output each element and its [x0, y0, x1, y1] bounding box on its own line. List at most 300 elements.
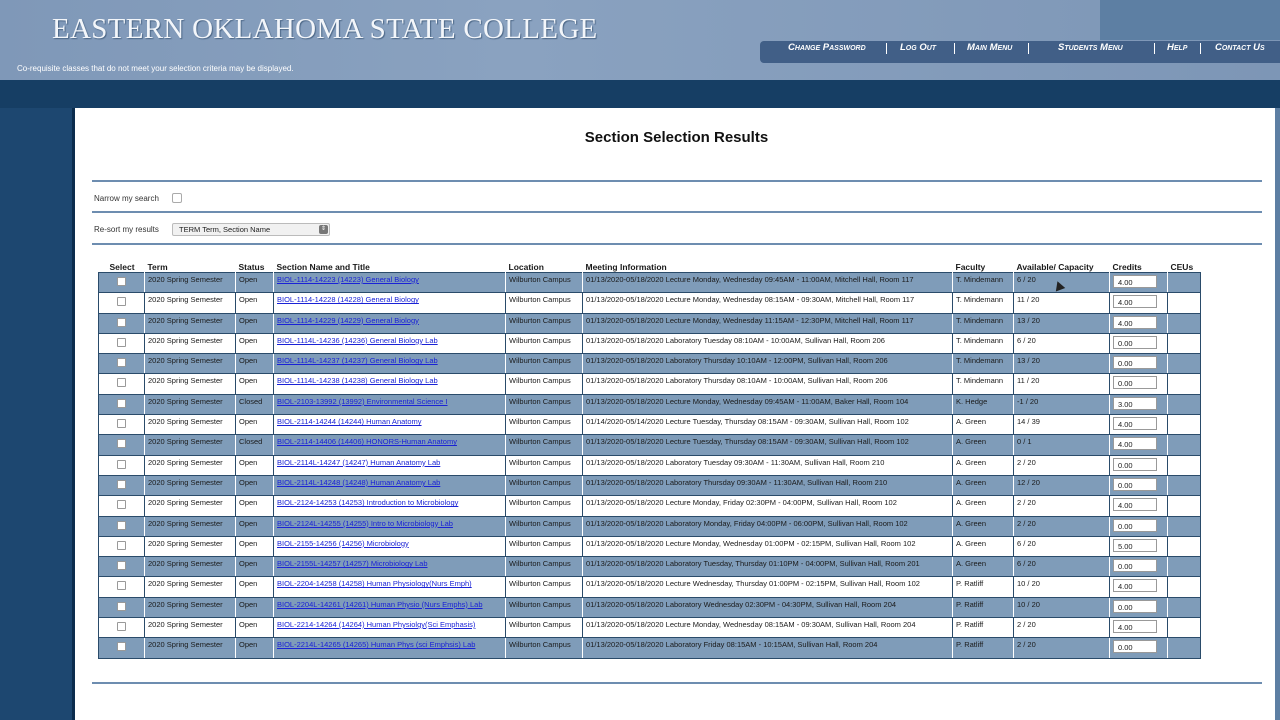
section-cell — [274, 394, 506, 414]
status-cell: Open — [236, 618, 274, 638]
credits-cell — [1110, 394, 1168, 414]
section-cell — [274, 374, 506, 394]
status-cell: Closed — [236, 435, 274, 455]
meeting-cell: 01/13/2020-05/18/2020 Laboratory Tuesday 08:10AM - 10:00AM, Sullivan Hall, Room 206 — [583, 333, 953, 353]
term-cell: 2020 Spring Semester — [145, 496, 236, 516]
ceus-cell — [1168, 435, 1201, 455]
banner-corner — [1100, 0, 1280, 40]
faculty-cell: A. Green — [953, 496, 1014, 516]
credits-input[interactable]: 0.00 — [1113, 356, 1157, 369]
ceus-cell — [1168, 557, 1201, 577]
credits-input[interactable]: 4.00 — [1113, 275, 1157, 288]
term-cell: 2020 Spring Semester — [145, 557, 236, 577]
credits-cell — [1110, 333, 1168, 353]
select-checkbox[interactable] — [117, 602, 126, 611]
meeting-cell: 01/13/2020-05/18/2020 Lecture Monday, Wednesday 11:15AM - 12:30PM, Mitchell Hall, Room 117 — [583, 313, 953, 333]
section-link[interactable]: BIOL-1114-14229 (14229) General Biology — [277, 315, 419, 325]
meeting-cell: 01/13/2020-05/18/2020 Laboratory Wednesday 02:30PM - 04:30PM, Sullivan Hall, Room 204 — [583, 597, 953, 617]
table-row — [99, 313, 1201, 333]
faculty-cell: T. Mindemann — [953, 374, 1014, 394]
nav-separator — [1200, 43, 1201, 54]
faculty-cell: T. Mindemann — [953, 293, 1014, 313]
availability-cell: 6 / 20 — [1014, 536, 1110, 556]
column-header-ceus: CEUs — [1170, 262, 1194, 272]
select-cell — [99, 455, 145, 475]
status-cell: Open — [236, 273, 274, 293]
table-row — [99, 516, 1201, 536]
availability-cell: 2 / 20 — [1014, 496, 1110, 516]
select-checkbox[interactable] — [117, 419, 126, 428]
credits-cell — [1110, 293, 1168, 313]
term-cell: 2020 Spring Semester — [145, 536, 236, 556]
section-cell — [274, 557, 506, 577]
location-cell: Wilburton Campus — [506, 496, 583, 516]
term-cell: 2020 Spring Semester — [145, 475, 236, 495]
select-cell — [99, 273, 145, 293]
meeting-cell: 01/13/2020-05/18/2020 Laboratory Tuesday, Thursday 01:10PM - 04:00PM, Sullivan Hall, Room 201 — [583, 557, 953, 577]
select-cell — [99, 475, 145, 495]
select-cell — [99, 638, 145, 658]
select-cell — [99, 618, 145, 638]
availability-cell: 2 / 20 — [1014, 618, 1110, 638]
select-cell — [99, 435, 145, 455]
section-cell — [274, 273, 506, 293]
select-checkbox[interactable] — [117, 399, 126, 408]
status-cell: Open — [236, 496, 274, 516]
ceus-cell — [1168, 313, 1201, 333]
section-link[interactable]: BIOL-1114-14223 (14223) General Biology — [277, 275, 419, 284]
availability-cell: 13 / 20 — [1014, 313, 1110, 333]
availability-cell: 6 / 20 — [1014, 333, 1110, 353]
section-cell — [274, 475, 506, 495]
section-results-table — [98, 259, 1201, 659]
table-row — [99, 475, 1201, 495]
meeting-cell: 01/14/2020-05/14/2020 Lecture Tuesday, Thursday 08:15AM - 09:30AM, Sullivan Hall, Room 102 — [583, 415, 953, 435]
ceus-cell — [1168, 293, 1201, 313]
meeting-cell: 01/13/2020-05/18/2020 Lecture Monday, Wednesday 08:15AM - 09:30AM, Sullivan Hall, Room 204 — [583, 618, 953, 638]
table-row — [99, 374, 1201, 394]
section-link[interactable]: BIOL-2204L-14261 (14261) Human Physio (Nurs Emphs) Lab — [277, 599, 483, 609]
term-cell: 2020 Spring Semester — [145, 618, 236, 638]
column-header-section: Section Name and Title — [276, 262, 370, 272]
status-cell: Open — [236, 638, 274, 658]
term-cell: 2020 Spring Semester — [145, 293, 236, 313]
table-row — [99, 333, 1201, 353]
resort-label: Re-sort my results — [94, 225, 159, 234]
ceus-cell — [1168, 638, 1201, 658]
column-header-term: Term — [147, 262, 168, 272]
faculty-cell: A. Green — [953, 435, 1014, 455]
faculty-cell: P. Ratliff — [953, 577, 1014, 597]
ceus-cell — [1168, 333, 1201, 353]
credits-input[interactable]: 4.00 — [1113, 316, 1157, 329]
narrow-search-checkbox[interactable] — [172, 193, 182, 203]
credits-cell — [1110, 577, 1168, 597]
select-checkbox[interactable] — [117, 642, 126, 651]
term-cell: 2020 Spring Semester — [145, 394, 236, 414]
section-link[interactable]: BIOL-2124L-14255 (14255) Intro to Microbiology Lab — [277, 518, 453, 528]
term-cell: 2020 Spring Semester — [145, 374, 236, 394]
meeting-cell: 01/13/2020-05/18/2020 Laboratory Monday, Friday 04:00PM - 06:00PM, Sullivan Hall, Room 102 — [583, 516, 953, 536]
location-cell: Wilburton Campus — [506, 536, 583, 556]
section-link[interactable]: BIOL-2214L-14265 (14265) Human Phys (sci Emphsis) Lab — [277, 640, 476, 650]
credits-cell — [1110, 415, 1168, 435]
select-checkbox[interactable] — [117, 581, 126, 590]
credits-cell — [1110, 618, 1168, 638]
section-cell — [274, 496, 506, 516]
section-link[interactable]: BIOL-1114L-14237 (14237) General Biology Lab — [277, 356, 438, 366]
ceus-cell — [1168, 394, 1201, 414]
location-cell: Wilburton Campus — [506, 333, 583, 353]
availability-cell: 12 / 20 — [1014, 475, 1110, 495]
select-cell — [99, 557, 145, 577]
select-checkbox[interactable] — [117, 277, 126, 286]
table-row — [99, 415, 1201, 435]
status-cell: Open — [236, 313, 274, 333]
meeting-cell: 01/13/2020-05/18/2020 Lecture Monday, Wednesday 08:15AM - 09:30AM, Mitchell Hall, Room 117 — [583, 293, 953, 313]
credits-input[interactable]: 0.00 — [1113, 336, 1157, 349]
table-row — [99, 435, 1201, 455]
resort-select[interactable] — [172, 223, 330, 236]
location-cell: Wilburton Campus — [506, 415, 583, 435]
section-cell — [274, 536, 506, 556]
faculty-cell: P. Ratliff — [953, 638, 1014, 658]
location-cell: Wilburton Campus — [506, 313, 583, 333]
term-cell: 2020 Spring Semester — [145, 273, 236, 293]
location-cell: Wilburton Campus — [506, 638, 583, 658]
faculty-cell: A. Green — [953, 536, 1014, 556]
column-header-location: Location — [508, 262, 544, 272]
table-row — [99, 394, 1201, 414]
select-cell — [99, 354, 145, 374]
nav-separator — [954, 43, 955, 54]
meeting-cell: 01/13/2020-05/18/2020 Lecture Tuesday, Thursday 08:15AM - 09:30AM, Sullivan Hall, Room 102 — [583, 435, 953, 455]
section-cell — [274, 577, 506, 597]
table-header-row — [99, 259, 1201, 273]
section-cell — [274, 333, 506, 353]
section-link[interactable]: BIOL-2124-14253 (14253) Introduction to Microbiology — [277, 498, 459, 508]
status-cell: Open — [236, 475, 274, 495]
credits-input[interactable]: 0.00 — [1113, 519, 1157, 532]
credits-cell — [1110, 435, 1168, 455]
main-menu-link[interactable]: Main Menu — [967, 42, 1013, 53]
availability-cell: 10 / 20 — [1014, 577, 1110, 597]
location-cell: Wilburton Campus — [506, 475, 583, 495]
credits-input[interactable]: 4.00 — [1113, 498, 1157, 511]
column-header-select: Select — [109, 262, 135, 272]
ceus-cell — [1168, 577, 1201, 597]
faculty-cell: T. Mindemann — [953, 273, 1014, 293]
credits-cell — [1110, 557, 1168, 577]
select-cell — [99, 516, 145, 536]
section-cell — [274, 597, 506, 617]
divider — [92, 211, 1262, 213]
credits-input[interactable]: 0.00 — [1113, 458, 1157, 471]
select-cell — [99, 333, 145, 353]
select-checkbox[interactable] — [117, 297, 126, 306]
credits-cell — [1110, 516, 1168, 536]
term-cell: 2020 Spring Semester — [145, 577, 236, 597]
ceus-cell — [1168, 516, 1201, 536]
status-cell: Open — [236, 415, 274, 435]
meeting-cell: 01/13/2020-05/18/2020 Lecture Monday, Wednesday 09:45AM - 11:00AM, Baker Hall, Room 104 — [583, 394, 953, 414]
availability-cell: -1 / 20 — [1014, 394, 1110, 414]
term-cell: 2020 Spring Semester — [145, 435, 236, 455]
ceus-cell — [1168, 597, 1201, 617]
status-cell: Open — [236, 557, 274, 577]
status-cell: Open — [236, 455, 274, 475]
table-row — [99, 577, 1201, 597]
column-header-availability: Available/ Capacity — [1016, 262, 1094, 272]
narrow-search-label: Narrow my search — [94, 194, 159, 203]
location-cell: Wilburton Campus — [506, 597, 583, 617]
corequisite-notice: Co-requisite classes that do not meet your selection criteria may be displayed. — [17, 64, 294, 73]
ceus-cell — [1168, 354, 1201, 374]
section-cell — [274, 638, 506, 658]
credits-cell — [1110, 638, 1168, 658]
faculty-cell: T. Mindemann — [953, 354, 1014, 374]
availability-cell: 6 / 20 — [1014, 273, 1110, 293]
location-cell: Wilburton Campus — [506, 293, 583, 313]
location-cell: Wilburton Campus — [506, 557, 583, 577]
credits-input[interactable]: 0.00 — [1113, 478, 1157, 491]
table-row — [99, 536, 1201, 556]
ceus-cell — [1168, 496, 1201, 516]
section-link[interactable]: BIOL-1114L-14238 (14238) General Biology Lab — [277, 376, 438, 386]
table-row — [99, 638, 1201, 658]
column-header-status: Status — [238, 262, 265, 272]
select-checkbox[interactable] — [117, 338, 126, 347]
select-cell — [99, 374, 145, 394]
select-cell — [99, 597, 145, 617]
meeting-cell: 01/13/2020-05/18/2020 Lecture Monday, Wednesday 01:00PM - 02:15PM, Sullivan Hall, Room 102 — [583, 536, 953, 556]
credits-input[interactable]: 0.00 — [1113, 640, 1157, 653]
select-cell — [99, 496, 145, 516]
location-cell: Wilburton Campus — [506, 577, 583, 597]
select-checkbox[interactable] — [117, 561, 126, 570]
availability-cell: 0 / 1 — [1014, 435, 1110, 455]
section-header-bar — [0, 80, 1280, 108]
faculty-cell: A. Green — [953, 475, 1014, 495]
credits-input[interactable]: 4.00 — [1113, 620, 1157, 633]
ceus-cell — [1168, 455, 1201, 475]
table-row — [99, 496, 1201, 516]
select-cell — [99, 415, 145, 435]
availability-cell: 13 / 20 — [1014, 354, 1110, 374]
section-cell — [274, 435, 506, 455]
select-checkbox[interactable] — [117, 541, 126, 550]
divider — [92, 682, 1262, 684]
help-link[interactable]: Help — [1167, 42, 1188, 53]
credits-input[interactable]: 4.00 — [1113, 579, 1157, 592]
credits-cell — [1110, 536, 1168, 556]
faculty-cell: T. Mindemann — [953, 313, 1014, 333]
location-cell: Wilburton Campus — [506, 435, 583, 455]
table-row — [99, 293, 1201, 313]
location-cell: Wilburton Campus — [506, 618, 583, 638]
section-link[interactable]: BIOL-2114-14406 (14406) HONORS-Human Anatomy — [277, 437, 457, 447]
meeting-cell: 01/13/2020-05/18/2020 Laboratory Thursday 09:30AM - 11:30AM, Sullivan Hall, Room 210 — [583, 475, 953, 495]
section-cell — [274, 354, 506, 374]
select-cell — [99, 536, 145, 556]
term-cell: 2020 Spring Semester — [145, 415, 236, 435]
column-header-meeting: Meeting Information — [585, 262, 667, 272]
ceus-cell — [1168, 273, 1201, 293]
column-header-credits: Credits — [1112, 262, 1142, 272]
location-cell: Wilburton Campus — [506, 516, 583, 536]
faculty-cell: A. Green — [953, 455, 1014, 475]
select-cell — [99, 394, 145, 414]
select-cell — [99, 313, 145, 333]
table-row — [99, 455, 1201, 475]
status-cell: Open — [236, 374, 274, 394]
section-cell — [274, 618, 506, 638]
select-checkbox[interactable] — [117, 480, 126, 489]
faculty-cell: P. Ratliff — [953, 597, 1014, 617]
faculty-cell: P. Ratliff — [953, 618, 1014, 638]
ceus-cell — [1168, 618, 1201, 638]
status-cell: Open — [236, 354, 274, 374]
status-cell: Open — [236, 516, 274, 536]
select-checkbox[interactable] — [117, 358, 126, 367]
table-row — [99, 557, 1201, 577]
term-cell: 2020 Spring Semester — [145, 313, 236, 333]
term-cell: 2020 Spring Semester — [145, 638, 236, 658]
select-arrows-icon: ⇕ — [320, 226, 327, 232]
select-checkbox[interactable] — [117, 460, 126, 469]
ceus-cell — [1168, 475, 1201, 495]
faculty-cell: A. Green — [953, 415, 1014, 435]
section-cell — [274, 516, 506, 536]
credits-input[interactable]: 0.00 — [1113, 600, 1157, 613]
log-out-link[interactable]: Log Out — [900, 42, 937, 53]
select-cell — [99, 293, 145, 313]
section-link[interactable]: BIOL-2214-14264 (14264) Human Physiolgy(Sci Emphasis) — [277, 620, 476, 630]
availability-cell: 6 / 20 — [1014, 557, 1110, 577]
faculty-cell: A. Green — [953, 516, 1014, 536]
faculty-cell: T. Mindemann — [953, 333, 1014, 353]
availability-cell: 14 / 39 — [1014, 415, 1110, 435]
availability-cell: 11 / 20 — [1014, 374, 1110, 394]
status-cell: Open — [236, 597, 274, 617]
select-checkbox[interactable] — [117, 521, 126, 530]
credits-input[interactable]: 3.00 — [1113, 397, 1157, 410]
nav-separator — [1154, 43, 1155, 54]
credits-input[interactable]: 0.00 — [1113, 559, 1157, 572]
term-cell: 2020 Spring Semester — [145, 516, 236, 536]
main-content — [72, 108, 1275, 720]
credits-cell — [1110, 455, 1168, 475]
college-banner — [0, 0, 1280, 80]
term-cell: 2020 Spring Semester — [145, 333, 236, 353]
section-link[interactable]: BIOL-2204-14258 (14258) Human Physiology(Nurs Emph) — [277, 579, 472, 589]
meeting-cell: 01/13/2020-05/18/2020 Laboratory Thursday 10:10AM - 12:00PM, Sullivan Hall, Room 206 — [583, 354, 953, 374]
credits-cell — [1110, 354, 1168, 374]
left-sidebar-strip — [0, 108, 72, 720]
status-cell: Open — [236, 536, 274, 556]
select-checkbox[interactable] — [117, 500, 126, 509]
credits-input[interactable]: 4.00 — [1113, 437, 1157, 450]
status-cell: Open — [236, 293, 274, 313]
location-cell: Wilburton Campus — [506, 354, 583, 374]
top-navigation — [760, 41, 1280, 63]
term-cell: 2020 Spring Semester — [145, 354, 236, 374]
credits-cell — [1110, 273, 1168, 293]
contact-us-link[interactable]: Contact Us — [1215, 42, 1265, 53]
table-row — [99, 618, 1201, 638]
section-link[interactable]: BIOL-2155L-14257 (14257) Microbiology Lab — [277, 559, 428, 569]
select-checkbox[interactable] — [117, 439, 126, 448]
credits-input[interactable]: 5.00 — [1113, 539, 1157, 552]
section-cell — [274, 455, 506, 475]
credits-input[interactable]: 0.00 — [1113, 376, 1157, 389]
section-link[interactable]: BIOL-1114-14228 (14228) General Biology — [277, 295, 419, 305]
select-checkbox[interactable] — [117, 318, 126, 327]
location-cell: Wilburton Campus — [506, 394, 583, 414]
availability-cell: 11 / 20 — [1014, 293, 1110, 313]
ceus-cell — [1168, 536, 1201, 556]
section-cell — [274, 293, 506, 313]
section-link[interactable]: BIOL-1114L-14236 (14236) General Biology Lab — [277, 335, 438, 345]
select-checkbox[interactable] — [117, 622, 126, 631]
resort-select-value: TERM Term, Section Name — [179, 225, 271, 234]
nav-separator — [886, 43, 887, 54]
availability-cell: 2 / 20 — [1014, 516, 1110, 536]
table-row — [99, 354, 1201, 374]
meeting-cell: 01/13/2020-05/18/2020 Laboratory Thursday 08:10AM - 10:00AM, Sullivan Hall, Room 206 — [583, 374, 953, 394]
meeting-cell: 01/13/2020-05/18/2020 Lecture Monday, Wednesday 09:45AM - 11:00AM, Mitchell Hall, Room 117 — [583, 273, 953, 293]
section-link[interactable]: BIOL-2114L-14247 (14247) Human Anatomy Lab — [277, 457, 441, 467]
status-cell: Open — [236, 577, 274, 597]
term-cell: 2020 Spring Semester — [145, 455, 236, 475]
section-link[interactable]: BIOL-2103-13992 (13992) Environmental Science I — [277, 396, 448, 406]
page-title: Section Selection Results — [584, 129, 769, 146]
section-link[interactable]: BIOL-2114L-14248 (14248) Human Anatomy Lab — [277, 477, 441, 487]
column-header-faculty: Faculty — [955, 262, 986, 272]
meeting-cell: 01/13/2020-05/18/2020 Laboratory Friday 08:15AM - 10:15AM, Sullivan Hall, Room 204 — [583, 638, 953, 658]
meeting-cell: 01/13/2020-05/18/2020 Lecture Wednesday, Thursday 01:00PM - 02:15PM, Sullivan Hall, Room 102 — [583, 577, 953, 597]
availability-cell: 10 / 20 — [1014, 597, 1110, 617]
ceus-cell — [1168, 415, 1201, 435]
ceus-cell — [1168, 374, 1201, 394]
divider — [92, 180, 1262, 182]
credits-cell — [1110, 475, 1168, 495]
term-cell: 2020 Spring Semester — [145, 597, 236, 617]
faculty-cell: A. Green — [953, 557, 1014, 577]
faculty-cell: K. Hedge — [953, 394, 1014, 414]
table-row — [99, 597, 1201, 617]
students-menu-link[interactable]: Students Menu — [1058, 42, 1123, 53]
select-checkbox[interactable] — [117, 378, 126, 387]
credits-cell — [1110, 496, 1168, 516]
credits-cell — [1110, 374, 1168, 394]
credits-input[interactable]: 4.00 — [1113, 417, 1157, 430]
meeting-cell: 01/13/2020-05/18/2020 Lecture Monday, Friday 02:30PM - 04:00PM, Sullivan Hall, Room 102 — [583, 496, 953, 516]
status-cell: Closed — [236, 394, 274, 414]
change-password-link[interactable]: Change Password — [788, 42, 866, 53]
select-cell — [99, 577, 145, 597]
credits-cell — [1110, 313, 1168, 333]
divider — [92, 243, 1262, 245]
section-cell — [274, 415, 506, 435]
availability-cell: 2 / 20 — [1014, 638, 1110, 658]
credits-input[interactable]: 4.00 — [1113, 295, 1157, 308]
section-link[interactable]: BIOL-2114-14244 (14244) Human Anatomy — [277, 417, 422, 427]
section-link[interactable]: BIOL-2155-14256 (14256) Microbiology — [277, 538, 409, 548]
college-name: EASTERN OKLAHOMA STATE COLLEGE — [52, 13, 598, 45]
location-cell: Wilburton Campus — [506, 455, 583, 475]
availability-cell: 2 / 20 — [1014, 455, 1110, 475]
